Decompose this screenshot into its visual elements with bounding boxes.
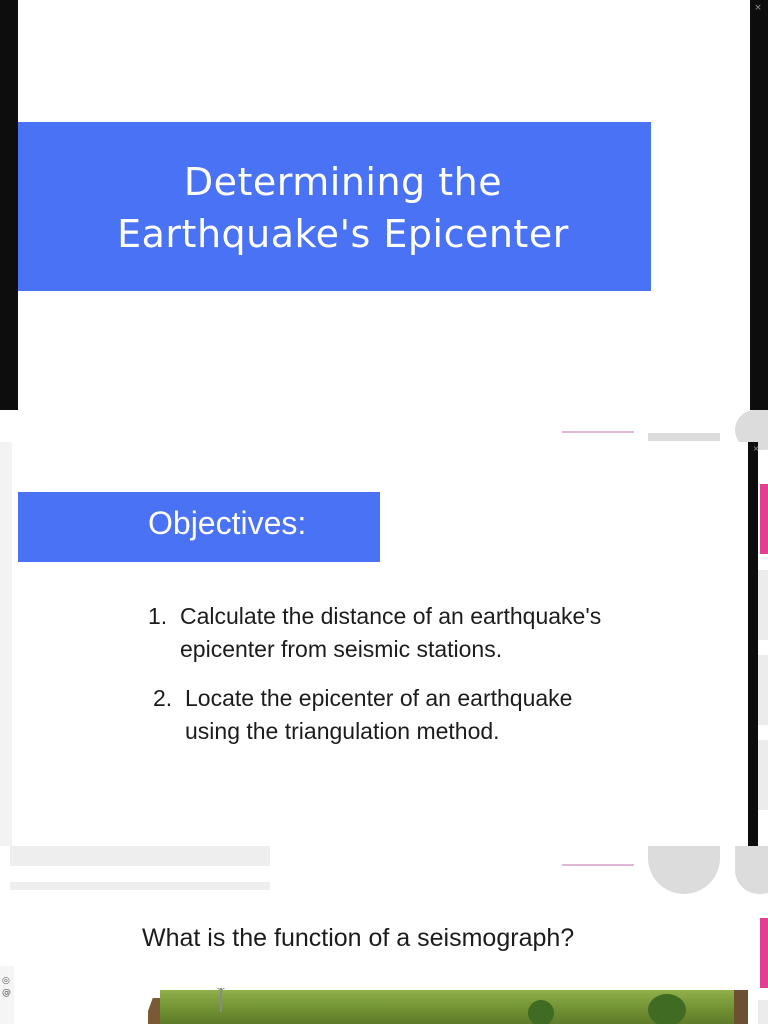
objective-item [148, 600, 601, 666]
slide-1-right-border [750, 0, 768, 410]
toolbar-strip [10, 846, 270, 866]
side-tab[interactable] [758, 1000, 768, 1024]
side-tab[interactable] [758, 740, 768, 810]
slide-1-left-border [0, 0, 18, 410]
tab-indicator [562, 864, 634, 866]
seismic-station-icon [220, 988, 222, 1012]
slide-title-line-1: Determining the [183, 160, 503, 204]
tree-icon [528, 1000, 554, 1024]
slide-title-line-2: Earthquake's Epicenter [117, 212, 569, 256]
objective-item [153, 682, 572, 748]
soil-edge [734, 990, 748, 1024]
tree-icon [648, 994, 686, 1024]
side-tab-active[interactable] [760, 484, 768, 554]
at-sign-icon[interactable]: ◎ @ [2, 976, 11, 998]
landscape-illustration [148, 988, 748, 1024]
side-tab[interactable] [758, 570, 768, 640]
objective-text: Locate the epicenter of an earthquake [185, 685, 573, 711]
close-icon[interactable]: × [752, 444, 760, 453]
side-tab[interactable] [758, 655, 768, 725]
question-heading: What is the function of a seismograph? [142, 924, 575, 952]
toolbar-strip [10, 882, 270, 890]
objective-number: 1. [148, 603, 168, 629]
objective-text-continued: using the triangulation method. [185, 718, 500, 744]
objective-number: 2. [153, 685, 173, 711]
tab-indicator [562, 431, 634, 433]
thumbnail-tab[interactable] [648, 433, 720, 441]
objective-text: Calculate the distance of an earthquake's [180, 603, 602, 629]
slide-2-right-border [748, 442, 758, 846]
close-icon[interactable]: × [754, 3, 762, 13]
side-tab-active[interactable] [760, 918, 768, 988]
objective-text-continued: epicenter from seismic stations. [180, 636, 503, 662]
objectives-heading: Objectives: [148, 505, 307, 541]
title-banner [18, 122, 651, 291]
